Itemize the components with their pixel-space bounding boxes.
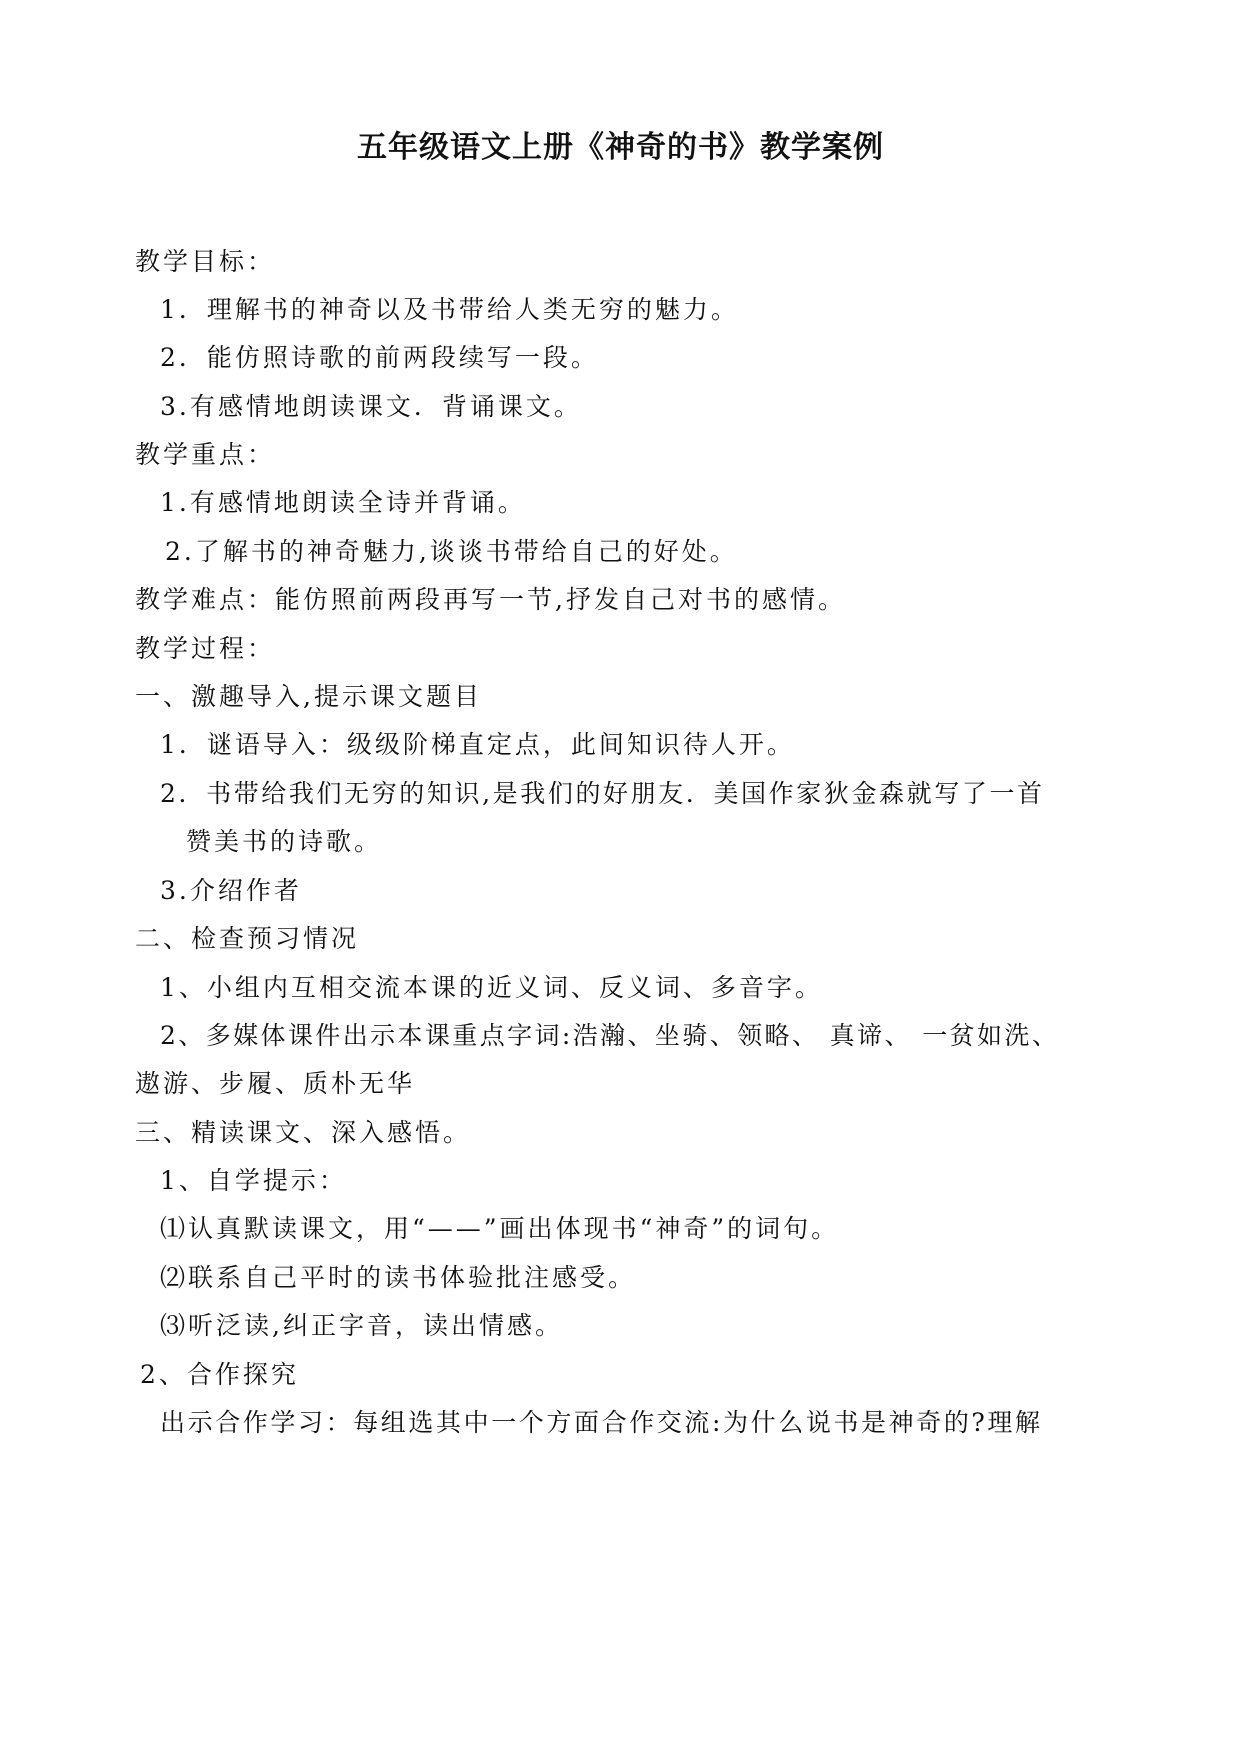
section-heading-key-points: 教学重点： bbox=[135, 440, 276, 469]
process-subitem: ⑴认真默读课文，用“——”画出体现书“神奇”的词句。 bbox=[160, 1214, 840, 1243]
section-heading-difficulty: 教学难点：能仿照前两段再写一节,抒发自己对书的感情。 bbox=[135, 585, 846, 614]
objective-item: 1．理解书的神奇以及书带给人类无穷的魅力。 bbox=[160, 295, 739, 324]
process-item: 1．谜语导入：级级阶梯直定点，此间知识待人开。 bbox=[160, 730, 795, 759]
process-item-continuation: 遨游、步履、质朴无华 bbox=[135, 1069, 416, 1098]
process-item: 1、小组内互相交流本课的近义词、反义词、多音字。 bbox=[160, 973, 823, 1002]
key-point-item: 2.了解书的神奇魅力,谈谈书带给自己的好处。 bbox=[165, 537, 738, 566]
section-heading-objectives: 教学目标： bbox=[135, 247, 276, 276]
key-point-item: 1.有感情地朗读全诗并背诵。 bbox=[160, 488, 526, 517]
process-subitem: ⑶听泛读,纠正字音，读出情感。 bbox=[160, 1311, 563, 1340]
process-item: 1、自学提示： bbox=[160, 1166, 347, 1195]
process-item: 2、多媒体课件出示本课重点字词:浩瀚、坐骑、领略、 真谛、 一贫如洗、 bbox=[160, 1021, 1060, 1050]
process-item: 2、合作探究 bbox=[140, 1360, 299, 1389]
process-item: 3.介绍作者 bbox=[160, 876, 302, 905]
process-item: 2．书带给我们无穷的知识,是我们的好朋友．美国作家狄金森就写了一首 bbox=[160, 779, 1045, 808]
process-step-heading: 三、精读课文、深入感悟。 bbox=[135, 1118, 472, 1147]
process-paragraph: 出示合作学习：每组选其中一个方面合作交流:为什么说书是神奇的?理解 bbox=[160, 1408, 1043, 1437]
process-step-heading: 一、激趣导入,提示课文题目 bbox=[135, 682, 482, 711]
section-heading-process: 教学过程： bbox=[135, 634, 276, 663]
objective-item: 2．能仿照诗歌的前两段续写一段。 bbox=[160, 343, 599, 372]
objective-item: 3.有感情地朗读课文．背诵课文。 bbox=[160, 392, 582, 421]
process-subitem: ⑵联系自己平时的读书体验批注感受。 bbox=[160, 1263, 637, 1292]
process-item-continuation: 赞美书的诗歌。 bbox=[186, 827, 383, 856]
document-title: 五年级语文上册《神奇的书》教学案例 bbox=[357, 130, 884, 165]
process-step-heading: 二、检查预习情况 bbox=[135, 924, 360, 953]
